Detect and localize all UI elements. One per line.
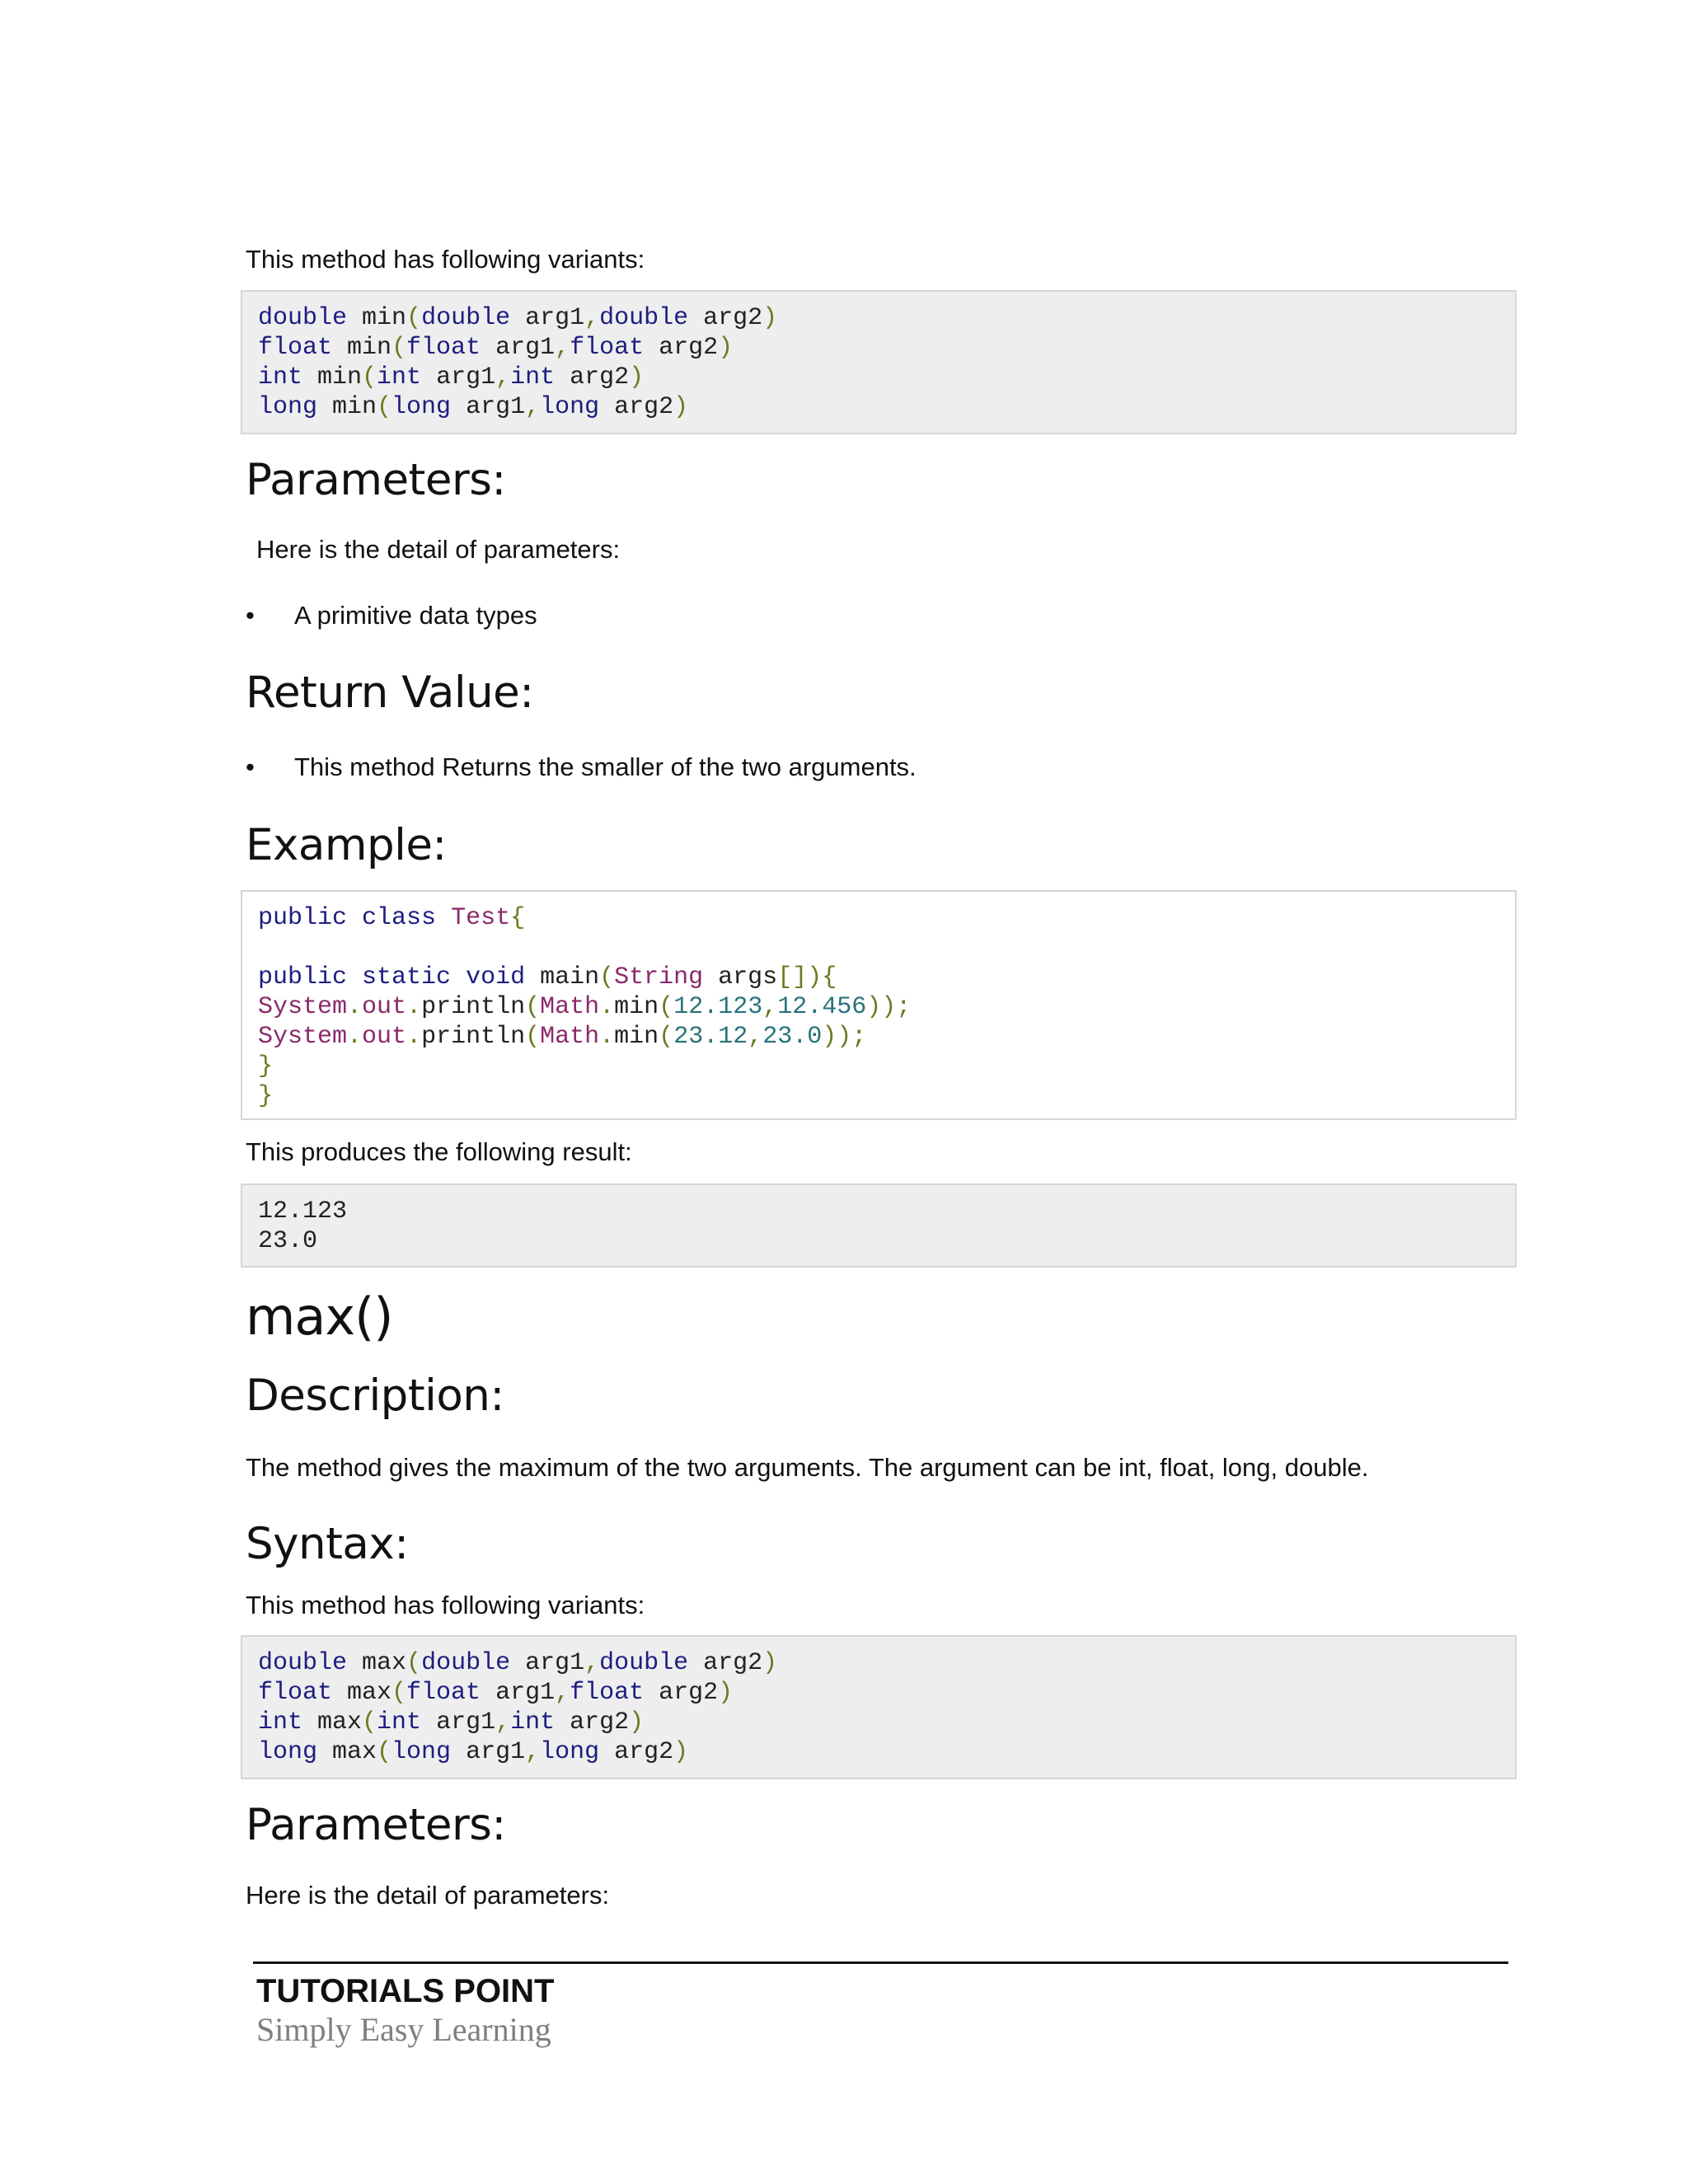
code-token: 23.0 [762,1023,823,1051]
code-token: ) [629,1708,645,1736]
code-token: , [584,304,600,332]
code-token: arg2 [688,1649,763,1677]
code-token: arg1 [510,304,585,332]
code-token: ) [629,363,645,391]
code-token: } [258,1082,274,1110]
code-token: arg1 [481,334,556,362]
code-token [347,904,362,932]
code-token: float [258,334,333,362]
code-token: ( [406,304,422,332]
code-token: . [347,1023,363,1051]
code-token: ( [377,1738,392,1766]
code-token: , [748,1023,763,1051]
code-line [258,963,1515,992]
code-line [258,303,1515,333]
code-token: []){ [777,963,837,991]
code-token: )); [822,1023,867,1051]
code-line [258,392,1515,422]
max-parameters-heading: Parameters: [246,1800,506,1850]
code-token: double [599,304,689,332]
code-token: min [614,993,659,1021]
code-token: ) [718,1679,734,1707]
code-token: Math [540,1023,600,1051]
code-token: long [392,393,452,421]
code-token: long [258,393,318,421]
min-result-intro: This produces the following result: [246,1137,632,1166]
code-token: arg2 [555,1708,630,1736]
code-token: max [302,1708,363,1736]
code-token: ( [362,1708,377,1736]
code-token: float [570,334,645,362]
code-token: long [258,1738,318,1766]
code-line [258,1648,1515,1678]
bullet-icon: • [246,752,255,781]
code-token: int [258,363,303,391]
code-line [258,933,1515,963]
code-token: 23.12 [673,1023,748,1051]
code-token: ( [525,1023,541,1051]
max-section-title: max() [246,1286,393,1347]
code-token: System [258,1023,348,1051]
code-token: class [362,904,437,932]
min-variants-intro: This method has following variants: [246,245,645,274]
code-token: double [599,1649,689,1677]
code-token: String [614,963,704,991]
min-parameters-heading: Parameters: [246,455,506,505]
code-token: } [258,1052,274,1080]
min-example-code-block [241,890,1517,1120]
code-token: main [525,963,600,991]
code-token: println [421,993,526,1021]
code-token: 12.456 [777,993,867,1021]
code-token: ( [406,1649,422,1677]
code-token: min [317,393,377,421]
code-token: arg1 [421,363,496,391]
code-line [258,1052,1515,1081]
code-line [258,1022,1515,1052]
code-token: Math [540,993,600,1021]
code-token: ( [659,993,674,1021]
code-token: void [466,963,526,991]
code-token: 12.123 [258,1197,348,1226]
min-return-heading: Return Value: [246,668,534,718]
code-token: ) [673,393,689,421]
code-token: min [614,1023,659,1051]
code-line [258,992,1515,1022]
code-token: arg1 [481,1679,556,1707]
code-token: long [540,1738,600,1766]
code-token: args [703,963,778,991]
footer-brand: TUTORIALS POINT [256,1973,555,2009]
code-token [451,963,466,991]
code-token: 12.123 [673,993,763,1021]
min-variants-code-block [241,290,1517,434]
code-token: arg2 [555,363,630,391]
code-token: float [406,334,481,362]
code-token: arg2 [688,304,763,332]
code-token: , [762,993,778,1021]
footer-tagline: Simply Easy Learning [256,2011,551,2048]
code-token: ( [392,334,407,362]
code-token: long [392,1738,452,1766]
code-token: )); [866,993,912,1021]
code-token: min [332,334,392,362]
code-token: ) [762,304,778,332]
code-token: min [302,363,363,391]
code-token: public [258,963,348,991]
code-line [258,363,1515,392]
code-token: arg2 [599,393,674,421]
code-token: out [362,1023,407,1051]
code-token: { [510,904,526,932]
code-line [258,333,1515,363]
code-token: int [258,1708,303,1736]
code-line [258,1708,1515,1737]
code-line [258,903,1515,933]
code-token: max [332,1679,392,1707]
code-token: int [510,1708,556,1736]
code-token: , [495,363,511,391]
code-token: double [258,304,348,332]
code-token: . [406,1023,422,1051]
code-token: , [584,1649,600,1677]
code-line [258,1081,1515,1111]
code-token [347,963,362,991]
max-description-heading: Description: [246,1371,504,1421]
code-token: ) [718,334,734,362]
code-token: min [347,304,407,332]
code-token: arg1 [510,1649,585,1677]
code-line [258,1737,1515,1767]
max-description-text: The method gives the maximum of the two arguments. The argument can be int, float, long, double. [246,1453,1369,1482]
code-token: arg1 [451,393,526,421]
code-token: int [377,363,422,391]
code-token: double [421,304,511,332]
code-token: double [421,1649,511,1677]
min-result-output-block [241,1183,1517,1268]
code-token: public [258,904,348,932]
max-variants-intro: This method has following variants: [246,1591,645,1619]
code-token: . [599,993,615,1021]
code-token: max [317,1738,377,1766]
code-token: ( [362,363,377,391]
code-token: 23.0 [258,1227,318,1255]
code-token: int [510,363,556,391]
code-token: , [555,334,570,362]
code-token: , [555,1679,570,1707]
code-token: Test [451,904,511,932]
code-token: , [525,1738,541,1766]
code-token: int [377,1708,422,1736]
code-token: long [540,393,600,421]
max-syntax-heading: Syntax: [246,1519,409,1569]
code-token: . [347,993,363,1021]
code-token: ( [377,393,392,421]
code-token: ( [525,993,541,1021]
code-token: ( [392,1679,407,1707]
bullet-icon: • [246,601,255,630]
code-token: System [258,993,348,1021]
code-token: double [258,1649,348,1677]
code-token: arg2 [644,334,719,362]
code-token: static [362,963,452,991]
code-token: float [406,1679,481,1707]
max-parameters-intro: Here is the detail of parameters: [246,1881,610,1910]
max-variants-code-block [241,1635,1517,1779]
code-token: , [525,393,541,421]
code-token: max [347,1649,407,1677]
code-token: arg1 [451,1738,526,1766]
footer-divider [253,1961,1508,1964]
code-token: ) [673,1738,689,1766]
code-token: arg2 [599,1738,674,1766]
code-token: float [258,1679,333,1707]
min-example-heading: Example: [246,820,447,870]
code-token: , [495,1708,511,1736]
code-token: . [406,993,422,1021]
code-token: ( [599,963,615,991]
code-line [258,1678,1515,1708]
code-token: ( [659,1023,674,1051]
code-token: arg1 [421,1708,496,1736]
code-token: ) [762,1649,778,1677]
code-token: out [362,993,407,1021]
min-parameters-intro: Here is the detail of parameters: [256,535,621,564]
code-line [258,1197,1515,1226]
code-token: float [570,1679,645,1707]
code-token [436,904,451,932]
min-return-bullet-text: This method Returns the smaller of the two arguments. [294,752,917,781]
code-line [258,1226,1515,1256]
code-token: println [421,1023,526,1051]
code-token: . [599,1023,615,1051]
min-parameters-bullet-text: A primitive data types [294,601,537,630]
code-token: arg2 [644,1679,719,1707]
